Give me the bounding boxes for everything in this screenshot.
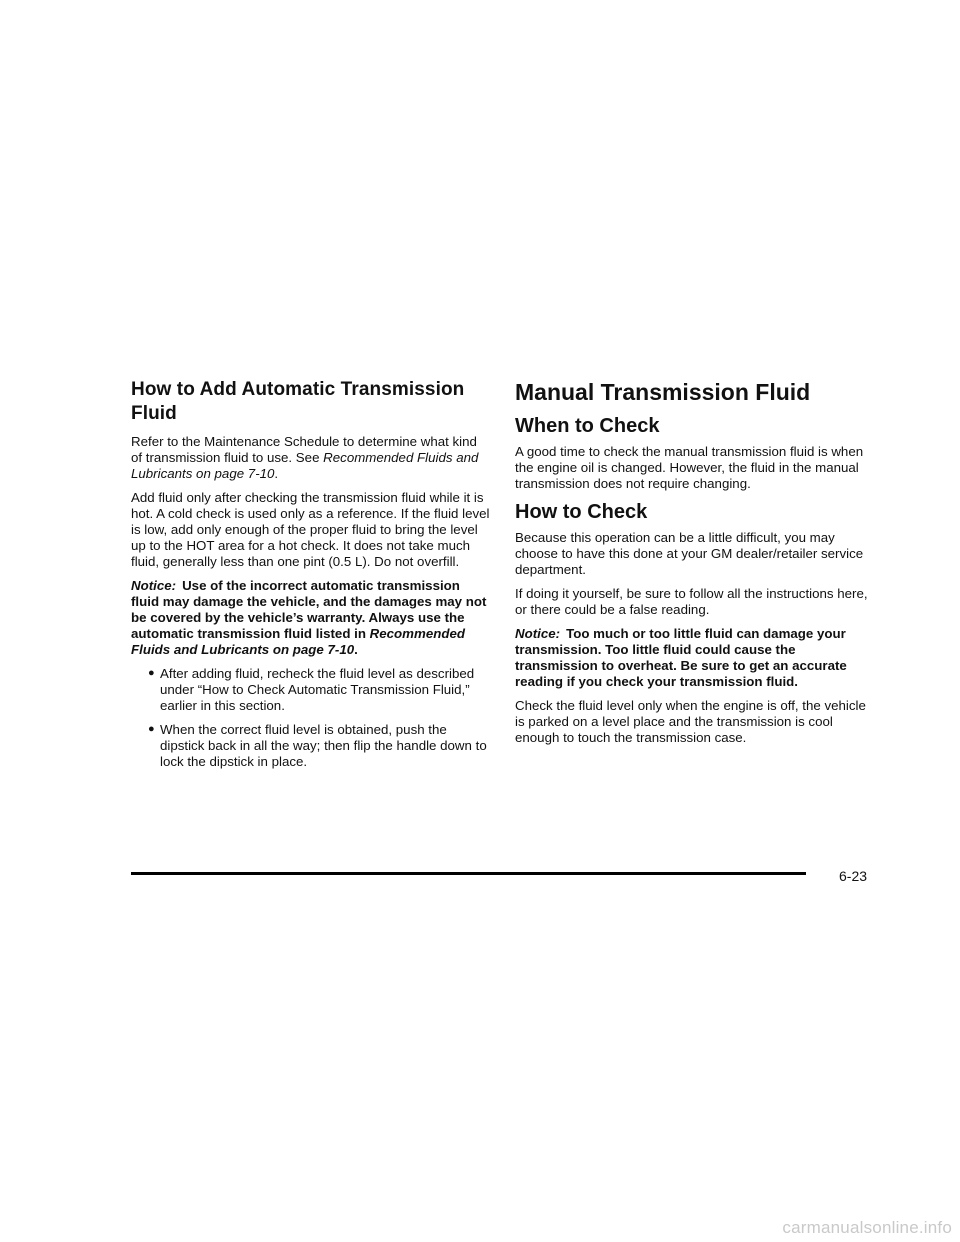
notice-fluid-level: [515, 626, 875, 690]
heading-add-automatic-fluid: [131, 378, 491, 426]
period: .: [274, 466, 279, 481]
notice-label: Notice:: [515, 626, 561, 641]
cross-reference-link[interactable]: Recommended Fluids and Lubricants on page 7-10: [131, 450, 479, 481]
watermark: carmanualsonline.info: [782, 1218, 952, 1237]
paragraph-dealer-service: Because this operation can be a little difficult, you may choose to have this done at your GM dealer/retailer service department.: [515, 530, 864, 577]
left-column: [131, 378, 491, 778]
heading-line-2: Fluid: [131, 403, 177, 424]
list-item-text: After adding fluid, recheck the fluid level as described under “How to Check Automatic Transmission Fluid,” earlier in this section.: [160, 666, 475, 713]
paragraph-follow-instructions: If doing it yourself, be sure to follow all the instructions here, or there could be a false reading.: [515, 586, 868, 617]
paragraph-fluid-type: [131, 434, 491, 482]
bullet-icon: ●: [148, 723, 155, 735]
notice-label: Notice:: [131, 578, 177, 593]
notice-cross-reference-link[interactable]: Recommended Fluids and Lubricants on page 7-10: [131, 626, 465, 657]
notice-text: Too much or too little fluid can damage your transmission. Too little fluid could cause the transmission to overheat. Be sure to get an accurate reading if you check your transmission fluid.: [515, 626, 847, 689]
bullet-icon: ●: [148, 667, 155, 679]
footer-rule: [131, 872, 806, 875]
bullet-list: [131, 666, 491, 770]
heading-when-to-check: When to Check: [515, 415, 660, 437]
page-number: 6-23: [839, 868, 868, 884]
right-column: [515, 378, 875, 754]
notice-incorrect-fluid: [131, 578, 491, 658]
paragraph-add-fluid: Add fluid only after checking the transmission fluid while it is hot. A cold check is used only as a reference. If the fluid level is low, add only enough of the proper fluid to bring the level up to the HOT area for a hot check. It does not take much fluid, generally less than one pint (0.5 L). Do not overfill.: [131, 490, 490, 569]
section-title: Manual Transmission Fluid: [515, 379, 811, 405]
list-item-text: When the correct fluid level is obtained, push the dipstick back in all the way; then flip the handle down to lock the dipstick in place.: [160, 722, 487, 769]
paragraph-fluid-type-text: Refer to the Maintenance Schedule to determine what kind of transmission fluid to use. See: [131, 434, 477, 465]
list-item: [148, 722, 491, 770]
list-item: [148, 666, 491, 714]
period: .: [354, 642, 358, 657]
heading-line-1: How to Add Automatic Transmission: [131, 379, 465, 400]
paragraph-check-conditions: Check the fluid level only when the engine is off, the vehicle is parked on a level place and the transmission is cool enough to touch the transmission case.: [515, 698, 866, 745]
heading-how-to-check: How to Check: [515, 501, 648, 523]
notice-text: Use of the incorrect automatic transmission fluid may damage the vehicle, and the damages may not be covered by the vehicle’s warranty. Always use the automatic transmission fluid listed in: [131, 578, 487, 641]
paragraph-when-to-check: A good time to check the manual transmission fluid is when the engine oil is changed. However, the fluid in the manual transmission does not require changing.: [515, 444, 864, 491]
